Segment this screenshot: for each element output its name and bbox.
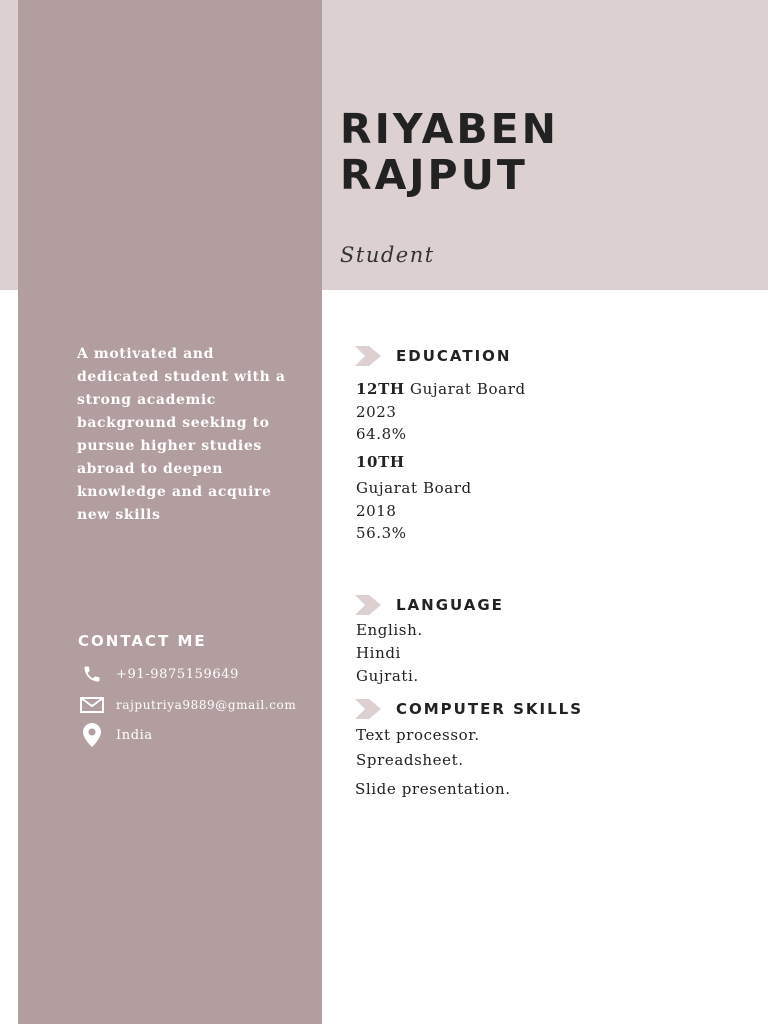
candidate-name [340, 106, 559, 198]
skill-item: Text processor. [356, 726, 480, 744]
education-heading: EDUCATION [396, 347, 512, 365]
skills-header [355, 699, 583, 719]
education-board: Gujarat Board [409, 380, 526, 398]
contact-phone-row [80, 663, 239, 685]
language-header [355, 595, 504, 615]
language-item: Gujrati. [356, 667, 419, 685]
language-heading: LANGUAGE [396, 596, 504, 614]
profile-summary: A motivated and dedicated student with a strong academic background seeking to pursue higher studies abroad to deepen knowledge and acquire new skills [77, 346, 286, 523]
education-score: 64.8% [356, 425, 407, 443]
education-year: 2023 [356, 403, 397, 421]
contact-heading: CONTACT ME [78, 632, 207, 650]
education-board: Gujarat Board [356, 479, 472, 497]
skill-item: Slide presentation. [355, 780, 511, 798]
chevron-icon [355, 346, 381, 366]
education-header [355, 346, 511, 366]
mail-icon [80, 694, 104, 716]
location-pin-icon [80, 724, 104, 746]
education-entry-12th [356, 380, 526, 398]
contact-phone[interactable]: +91-9875159649 [116, 666, 239, 682]
job-title: Student [340, 243, 435, 267]
name-line-first: RIYABEN [340, 105, 559, 153]
contact-location-row [80, 724, 153, 746]
phone-icon [80, 663, 104, 685]
language-item: English. [356, 621, 423, 639]
education-score: 56.3% [356, 524, 407, 542]
language-item: Hindi [356, 644, 401, 662]
chevron-icon [355, 699, 381, 719]
contact-email-row [80, 694, 296, 716]
education-entry-10th [356, 453, 405, 471]
skill-item: Spreadsheet. [356, 751, 464, 769]
name-line-last: RAJPUT [340, 151, 528, 199]
contact-email[interactable]: rajputriya9889@gmail.com [116, 698, 297, 712]
chevron-icon [355, 595, 381, 615]
education-year: 2018 [356, 502, 397, 520]
education-level: 12TH [356, 380, 405, 398]
contact-location: India [116, 727, 153, 743]
education-level: 10TH [356, 453, 405, 471]
skills-heading: COMPUTER SKILLS [396, 700, 584, 718]
